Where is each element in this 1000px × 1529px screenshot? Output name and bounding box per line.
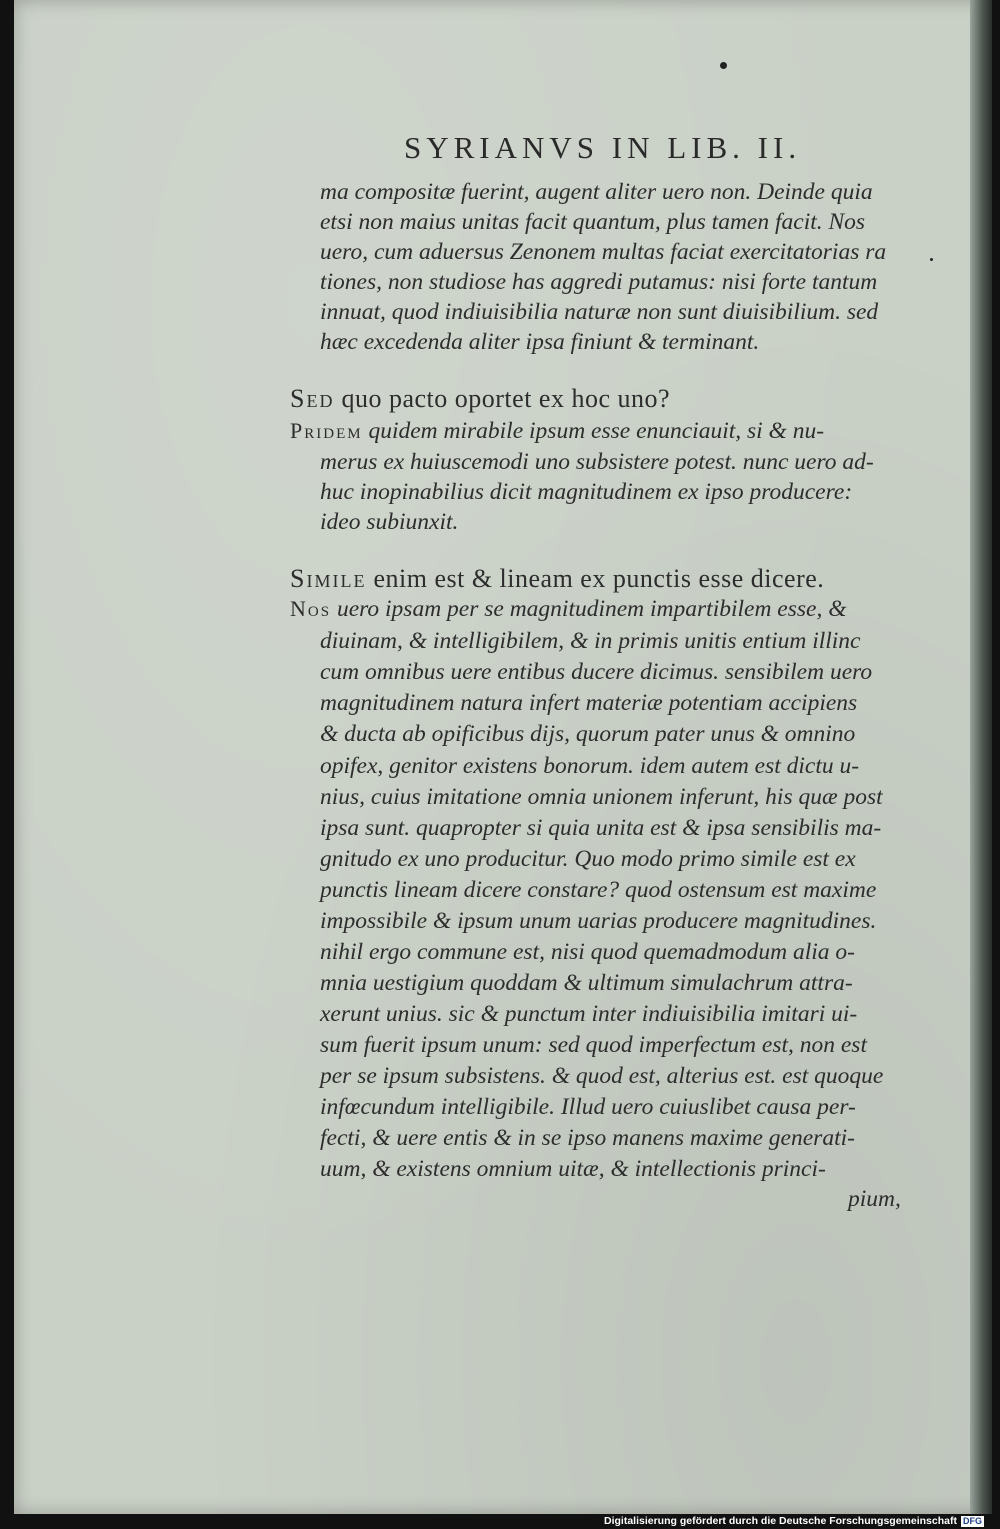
text-line: ma compositæ fuerint, augent aliter uero non. Deinde quia xyxy=(320,179,873,205)
running-title: SYRIANVS IN LIB. II. xyxy=(404,130,802,165)
text-line: cum omnibus uere entibus ducere dicimus. sensibilem uero xyxy=(320,659,873,685)
text-line: xerunt unius. sic & punctum inter indiuisibilia imitari ui- xyxy=(320,1001,858,1027)
text-line: tiones, non studiose has aggredi putamus: nisi forte tantum xyxy=(320,269,878,295)
text-line: uero, cum aduersus Zenonem multas faciat exercitatorias ra xyxy=(320,239,887,265)
lemma-lead: Simile xyxy=(290,564,367,593)
paragraph-lead: Nos xyxy=(290,596,332,621)
text-run: uero ipsam per se magnitudinem impartibilem esse, & xyxy=(336,596,847,622)
text-line xyxy=(290,598,847,622)
text-line: mnia uestigium quoddam & ultimum simulachrum attra- xyxy=(320,970,853,996)
text-line: sum fuerit ipsum unum: sed quod imperfectum est, non est xyxy=(320,1032,867,1058)
text-line: diuinam, & intelligibilem, & in primis unitis entium illinc xyxy=(320,628,861,654)
text-line: fecti, & uere entis & in se ipso manens maxime generati- xyxy=(320,1125,855,1151)
catchword: pium, xyxy=(848,1186,901,1212)
text-line: etsi non maius unitas facit quantum, plus tamen facit. Nos xyxy=(320,209,866,235)
text-line: innuat, quod indiuisibilia naturæ non sunt diuisibilium. sed xyxy=(320,299,879,325)
ink-mark xyxy=(930,258,933,261)
digitization-credit xyxy=(604,1514,984,1529)
book-page xyxy=(14,0,992,1514)
lemma-line xyxy=(290,566,824,592)
lemma-line xyxy=(290,386,670,412)
text-line: & ducta ab opificibus dijs, quorum pater unus & omnino xyxy=(320,721,856,747)
text-line: infœcundum intelligibile. Illud uero cuiuslibet causa per- xyxy=(320,1094,856,1120)
lemma-lead: Sed xyxy=(290,384,335,413)
lemma-text: quo pacto oportet ex hoc uno? xyxy=(341,384,671,413)
text-line: merus ex huiuscemodi uno subsistere potest. nunc uero ad- xyxy=(320,449,874,475)
text-line: magnitudinem natura infert materiæ potentiam accipiens xyxy=(320,690,858,716)
text-line: per se ipsum subsistens. & quod est, alterius est. est quoque xyxy=(320,1063,884,1089)
text-run: quidem mirabile ipsum esse enunciauit, si & nu- xyxy=(368,418,825,444)
text-line: gnitudo ex uno producitur. Quo modo primo simile est ex xyxy=(320,846,856,872)
lemma-text: enim est & lineam ex punctis esse dicere. xyxy=(373,564,825,593)
ink-mark xyxy=(720,62,727,69)
text-line: nius, cuius imitatione omnia unionem inferunt, his quæ post xyxy=(320,784,883,810)
dfg-logo: DFG xyxy=(962,1515,982,1526)
page-edge xyxy=(970,0,992,1514)
text-line: ipsa sunt. quapropter si quia unita est & ipsa sensibilis ma- xyxy=(320,815,882,841)
text-line: impossibile & ipsum unum uarias producere magnitudines. xyxy=(320,908,877,934)
text-line xyxy=(290,420,824,444)
text-line: nihil ergo commune est, nisi quod quemadmodum alia o- xyxy=(320,939,856,965)
paragraph-lead: Pridem xyxy=(290,418,363,443)
text-line: huc inopinabilius dicit magnitudinem ex ipso producere: xyxy=(320,479,853,505)
text-line: uum, & existens omnium uitæ, & intellectionis princi- xyxy=(320,1156,826,1182)
text-line: punctis lineam dicere constare? quod ostensum est maxime xyxy=(320,877,877,903)
text-line: hæc excedenda aliter ipsa finiunt & terminant. xyxy=(320,329,760,355)
text-line: ideo subiunxit. xyxy=(320,509,459,535)
text-line: opifex, genitor existens bonorum. idem autem est dictu u- xyxy=(320,753,860,779)
credit-text: Digitalisierung gefördert durch die Deutsche Forschungsgemeinschaft xyxy=(604,1515,957,1527)
